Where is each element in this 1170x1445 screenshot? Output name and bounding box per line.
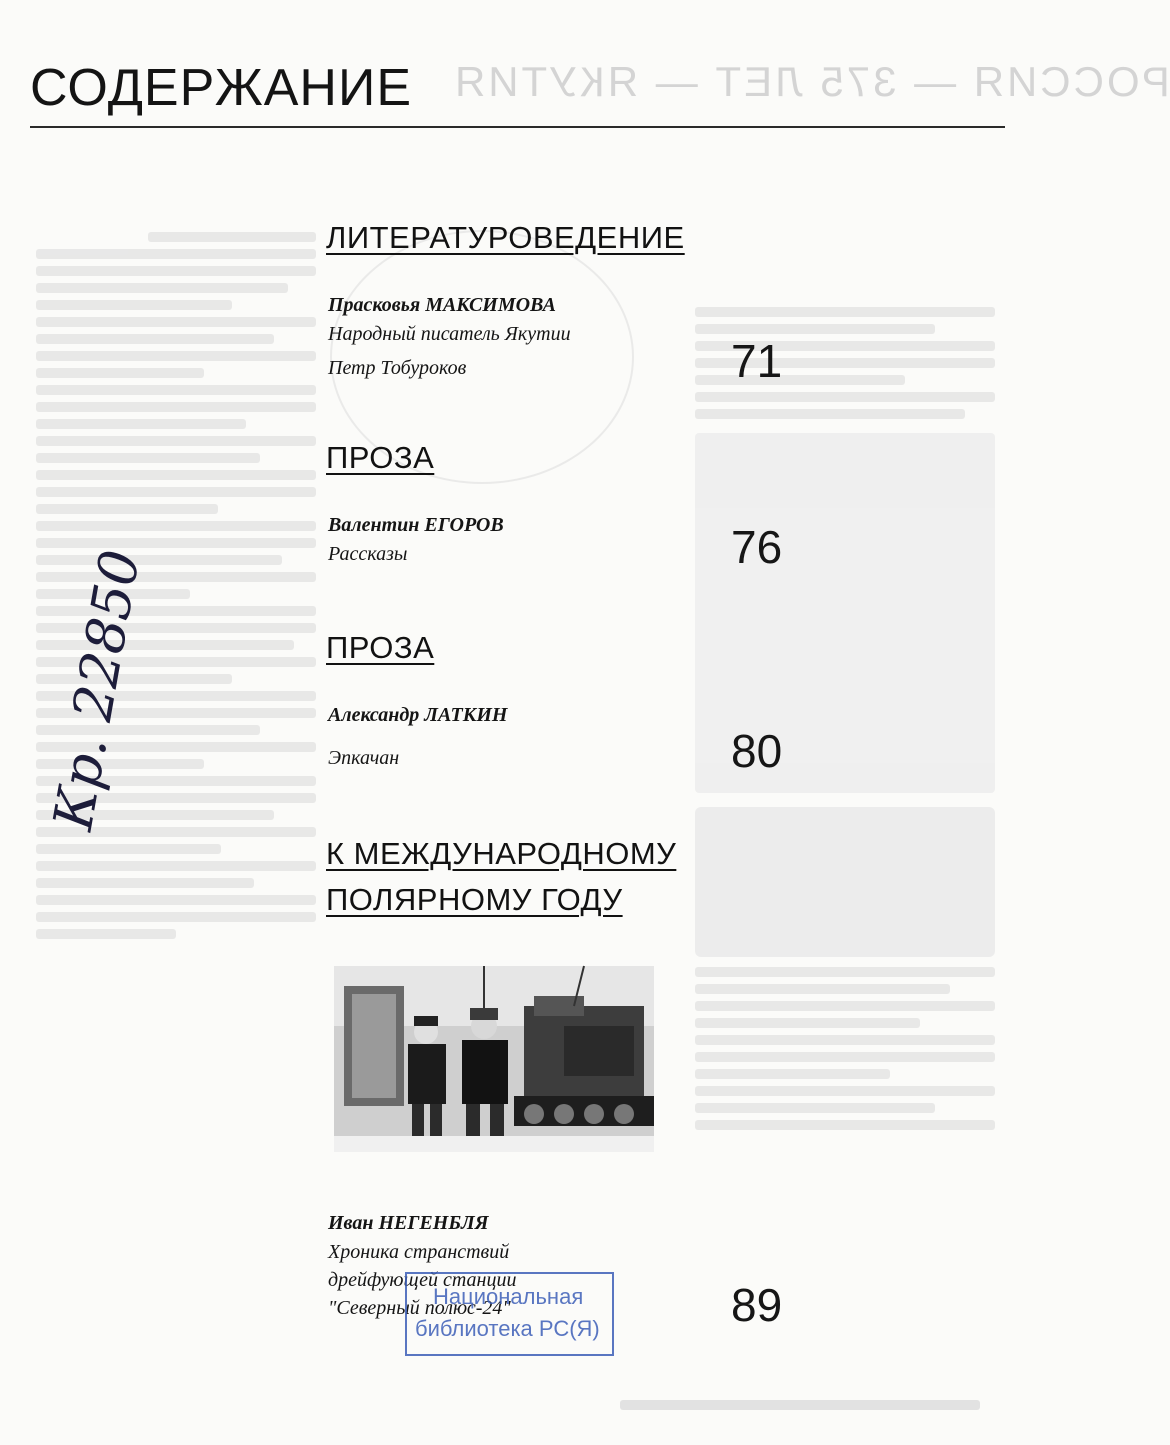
bleed-footer-rule [620, 1400, 980, 1410]
title-rule [30, 126, 1005, 128]
toc-page-number: 76 [731, 521, 783, 573]
toc-work-title: Хроника странствий [328, 1241, 510, 1263]
faded-masthead: РОССИЯ — 375 ЛЕТ — ЯКУТИЯ [452, 58, 1170, 105]
expedition-photo [334, 966, 654, 1152]
library-stamp-line: Национальная [433, 1284, 584, 1309]
toc-author: Иван НЕГЕНБЛЯ [328, 1212, 489, 1234]
toc-work-title: "Северный полюс-24" [328, 1297, 511, 1319]
library-stamp-line: библиотека РС(Я) [415, 1316, 600, 1341]
toc-work-title: дрейфующей станции [328, 1269, 517, 1291]
section-heading-polar-year: К МЕЖДУНАРОДНОМУ [326, 836, 677, 871]
handwritten-note: Кр. 22850 [41, 545, 153, 835]
section-heading-literary-criticism: ЛИТЕРАТУРОВЕДЕНИЕ [326, 220, 685, 255]
toc-author: Валентин ЕГОРОВ [328, 514, 504, 536]
toc-work-title: Эпкачан [328, 747, 400, 769]
library-stamp [405, 1272, 614, 1356]
section-heading-prose: ПРОЗА [326, 440, 435, 475]
section-heading-prose: ПРОЗА [326, 630, 435, 665]
toc-work-title: Петр Тобуроков [328, 357, 467, 379]
toc-work-title: Рассказы [328, 543, 408, 565]
page-title: СОДЕРЖАНИЕ [30, 59, 413, 117]
toc-author: Прасковья МАКСИМОВА [328, 294, 556, 316]
toc-work-title: Народный писатель Якутии [328, 323, 571, 345]
toc-author: Александр ЛАТКИН [328, 704, 508, 726]
toc-page-number: 80 [731, 725, 783, 777]
toc-page-number: 71 [731, 335, 783, 387]
section-heading-polar-year: ПОЛЯРНОМУ ГОДУ [326, 882, 623, 917]
expedition-photo-image [334, 966, 654, 1152]
toc-page-number: 89 [731, 1279, 783, 1331]
